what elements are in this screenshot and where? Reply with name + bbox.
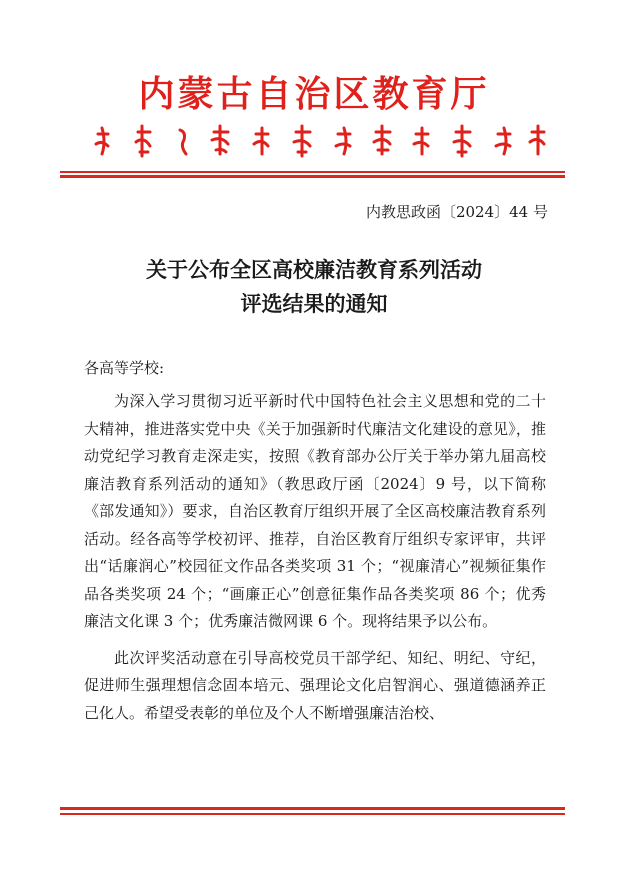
salutation: 各高等学校:	[84, 359, 165, 377]
document-title	[0, 253, 628, 321]
mongolian-script-icon	[80, 120, 550, 160]
mongolian-script-emblem	[80, 120, 550, 160]
document-title-line2: 评选结果的通知	[240, 291, 388, 316]
letterhead-rule-thick	[60, 175, 565, 178]
letterhead-title: 内蒙古自治区教育厅	[138, 73, 490, 115]
document-title-line1: 关于公布全区高校廉洁教育系列活动	[146, 257, 482, 282]
footer-rule-thin	[60, 813, 565, 815]
document-number: 内教思政函〔2024〕44 号	[365, 203, 548, 221]
body-paragraph-2: 此次评奖活动意在引导高校党员干部学纪、知纪、明纪、守纪，促进师生强理想信念固本培元、强理论文化启智润心、强道德涵养正己化人。希望受表彰的单位及个人不断增强廉洁治校、	[84, 648, 546, 722]
footer-rule-thick	[60, 807, 565, 810]
document-body	[84, 388, 546, 736]
body-paragraph-1: 为深入学习贯彻习近平新时代中国特色社会主义思想和党的二十大精神，推进落实党中央《关于加强新时代廉洁文化建设的意见》，推动党纪学习教育走深走实，按照《教育部办公厅关于举办第九届高校廉洁教育系列活动的通知》（教思政厅函〔2024〕9 号，以下简称《部发通知》）要求，自治区教育厅组织开展了全区高校廉洁教育系列活动。经各高等学校初评、推荐，自治区教育厅组织专家评审，共评出“话廉润心”校园征文作品各类奖项 31 个；“视廉清心”视频征集作品各类奖项 24 个；“画廉正心”创意征集作品各类奖项 86 个；优秀廉洁文化课 3 个；优秀廉洁微网课 6 个。现将结果予以公布。	[84, 392, 546, 630]
letterhead-rule-thin	[60, 171, 565, 173]
